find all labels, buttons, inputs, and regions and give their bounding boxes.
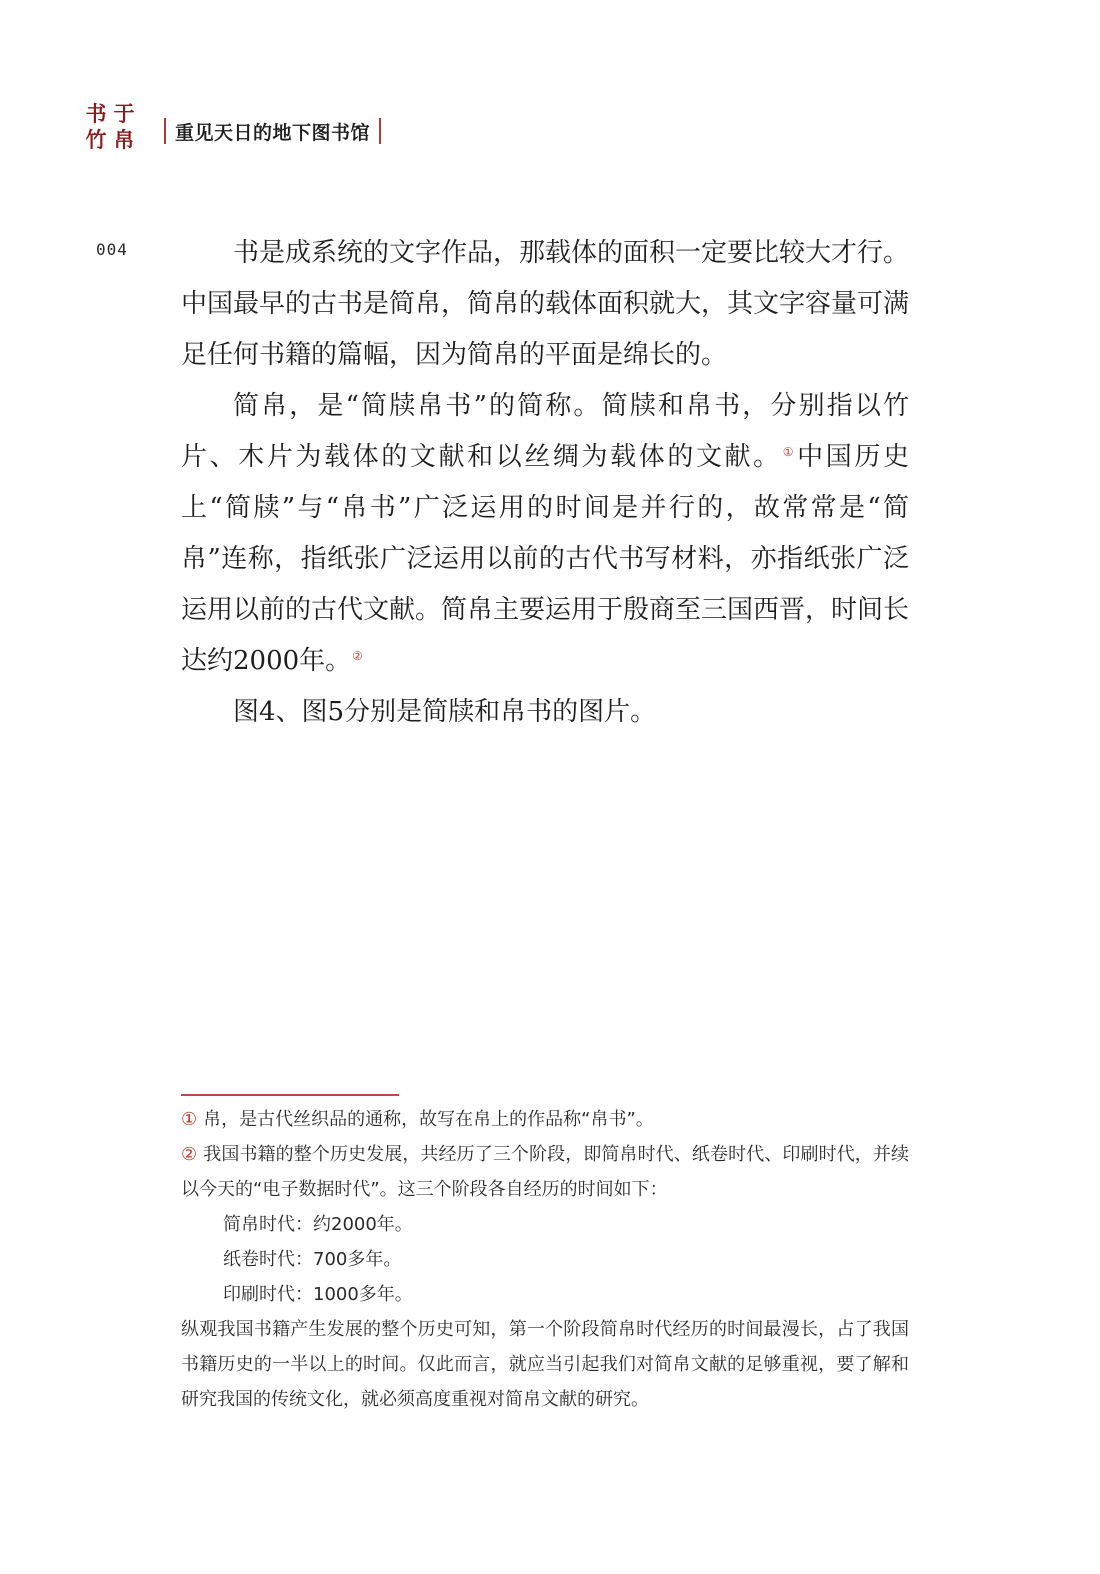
paragraph-2-part-b: 中国历史上“简牍”与“帛书”广泛运用的时间是并行的，故常常是“简帛”连称，指纸张广泛运用以前的古代书写材料，亦指纸张广泛运用以前的古代文献。简帛主要运用于殷商至三国西晋，时间长达约2000年。: [181, 442, 910, 676]
era-printing: 印刷时代：1000多年。: [223, 1284, 413, 1305]
logo-char-2: 于: [113, 101, 135, 126]
footnote-2-mark: ②: [181, 1144, 198, 1165]
footnote-ref-1[interactable]: ①: [782, 445, 797, 459]
footnote-1: [181, 1102, 909, 1137]
paragraph-1: 书是成系统的文字作品，那载体的面积一定要比较大才行。中国最早的古书是简帛，简帛的载体面积就大，其文字容量可满足任何书籍的篇幅，因为简帛的平面是绵长的。: [181, 238, 910, 370]
paragraph-2-part-a: 简帛，是“简牍帛书”的简称。简牍和帛书，分别指以竹片、木片为载体的文献和以丝绸为载体的文献。: [181, 391, 909, 472]
footnote-1-mark: ①: [181, 1109, 198, 1130]
body-text: [181, 228, 909, 738]
footnote-conclusion: 纵观我国书籍产生发展的整个历史可知，第一个阶段简帛时代经历的时间最漫长，占了我国书籍历史的一半以上的时间。仅此而言，就应当引起我们对简帛文献的足够重视，要了解和研究我国的传统文化，就必须高度重视对简帛文献的研究。: [181, 1319, 909, 1410]
page-number: 004: [96, 240, 128, 259]
era-paper-scroll: 纸卷时代：700多年。: [223, 1249, 402, 1270]
footnote-divider: [181, 1094, 399, 1096]
logo-char-3: 竹: [85, 127, 107, 152]
chapter-title: 重见天日的地下图书馆: [175, 121, 371, 144]
footnotes: [181, 1102, 909, 1417]
header-right-bar: [379, 118, 381, 144]
logo-char-4: 帛: [113, 127, 135, 152]
footnote-1-text: 帛，是古代丝织品的通称，故写在帛上的作品称“帛书”。: [203, 1109, 654, 1130]
publisher-logo: [84, 102, 136, 154]
footnote-2: [181, 1137, 909, 1207]
paragraph-2: [181, 381, 909, 687]
footnote-2-text: 我国书籍的整个历史发展，共经历了三个阶段，即简帛时代、纸卷时代、印刷时代，并续以今天的“电子数据时代”。这三个阶段各自经历的时间如下：: [181, 1144, 910, 1200]
footnote-ref-2[interactable]: ②: [352, 649, 363, 663]
era-bamboo-silk: 简帛时代：约2000年。: [223, 1214, 413, 1235]
paragraph-3: 图4、图5分别是简牍和帛书的图片。: [233, 697, 657, 727]
running-header: [164, 116, 381, 146]
logo-char-1: 书: [85, 101, 107, 126]
header-left-bar: [164, 118, 166, 144]
